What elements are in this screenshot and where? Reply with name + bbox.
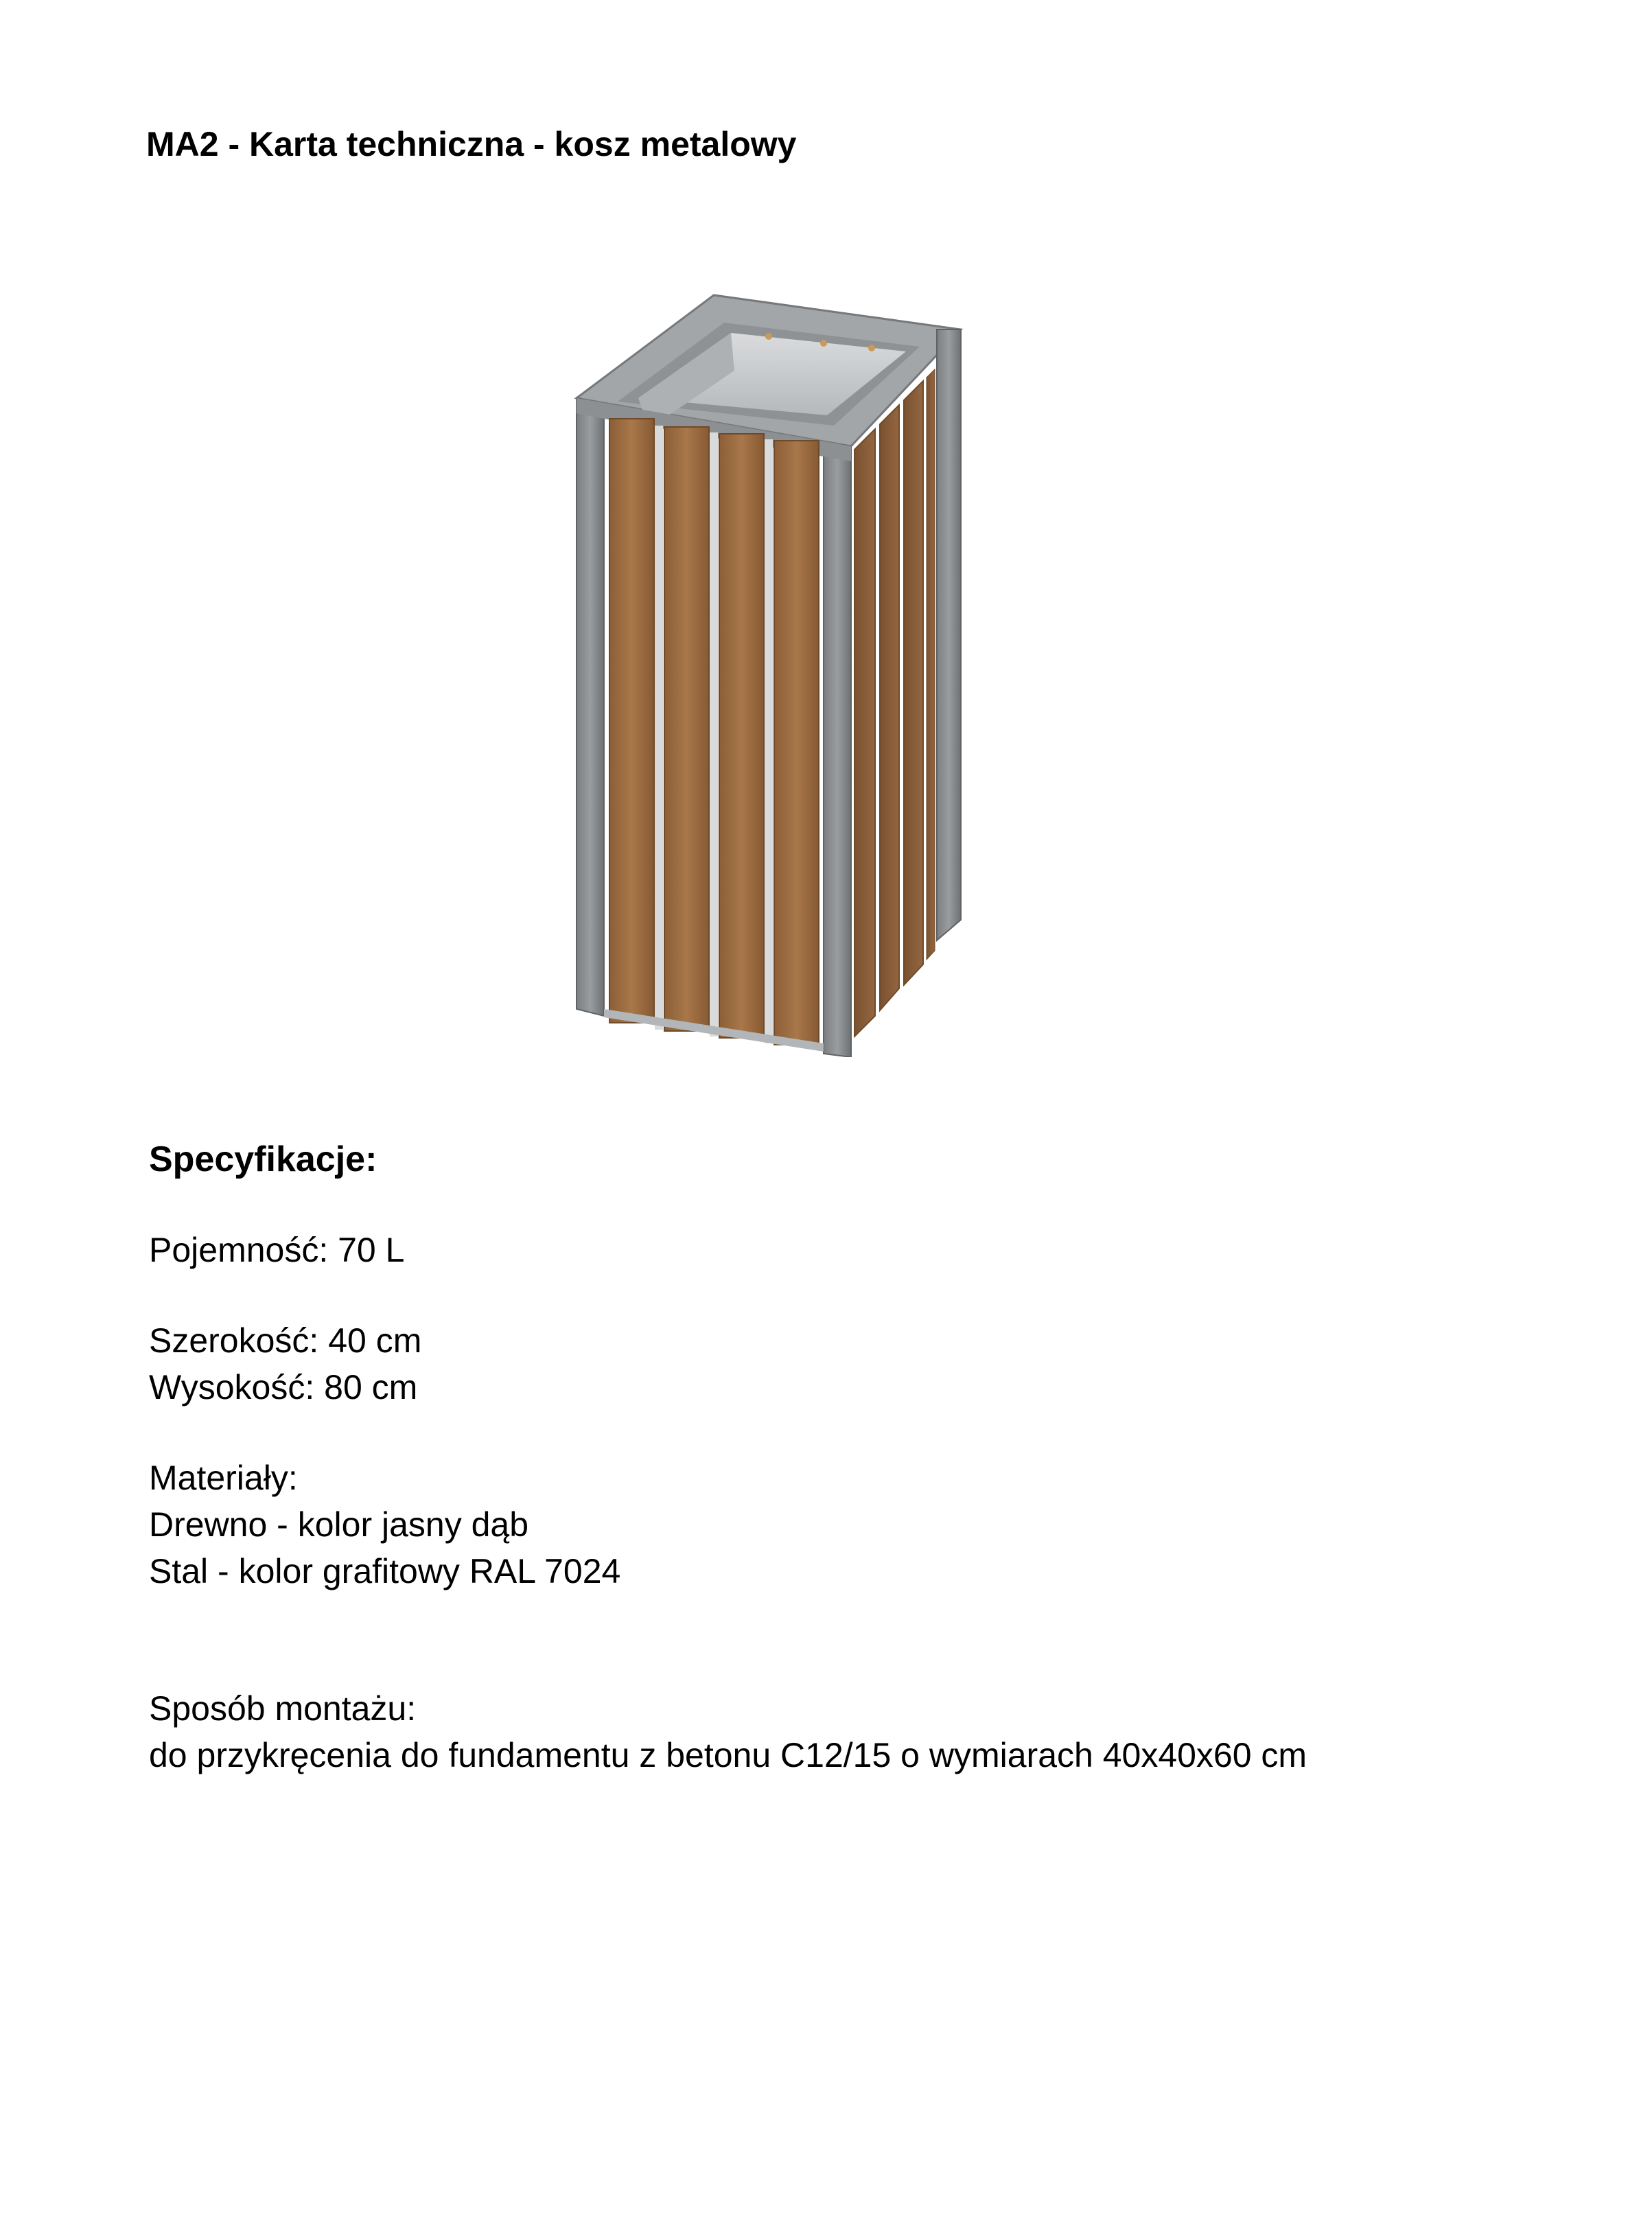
material-steel: Stal - kolor grafitowy RAL 7024 xyxy=(149,1552,621,1590)
back-right-leg xyxy=(937,329,961,940)
material-wood: Drewno - kolor jasny dąb xyxy=(149,1505,529,1544)
spec-capacity: Pojemność: 70 L xyxy=(149,1231,405,1269)
mounting-text: do przykręcenia do fundamentu z betonu C12/15 o wymiarach 40x40x60 cm xyxy=(149,1736,1307,1774)
product-image xyxy=(563,281,1009,1057)
side-slats xyxy=(854,369,935,1036)
specs-heading: Specyfikacje: xyxy=(149,1139,377,1179)
mounting-label: Sposób montażu: xyxy=(149,1689,417,1728)
spec-width: Szerokość: 40 cm xyxy=(149,1321,422,1360)
spec-height: Wysokość: 80 cm xyxy=(149,1368,418,1406)
front-left-leg xyxy=(577,398,604,1016)
materials-label: Materiały: xyxy=(149,1459,298,1497)
front-slats xyxy=(609,419,819,1045)
document-title: MA2 - Karta techniczna - kosz metalowy xyxy=(146,125,797,163)
front-right-leg xyxy=(824,443,851,1057)
specifications-section xyxy=(149,1136,1522,1779)
waste-bin-illustration xyxy=(563,281,1009,1057)
